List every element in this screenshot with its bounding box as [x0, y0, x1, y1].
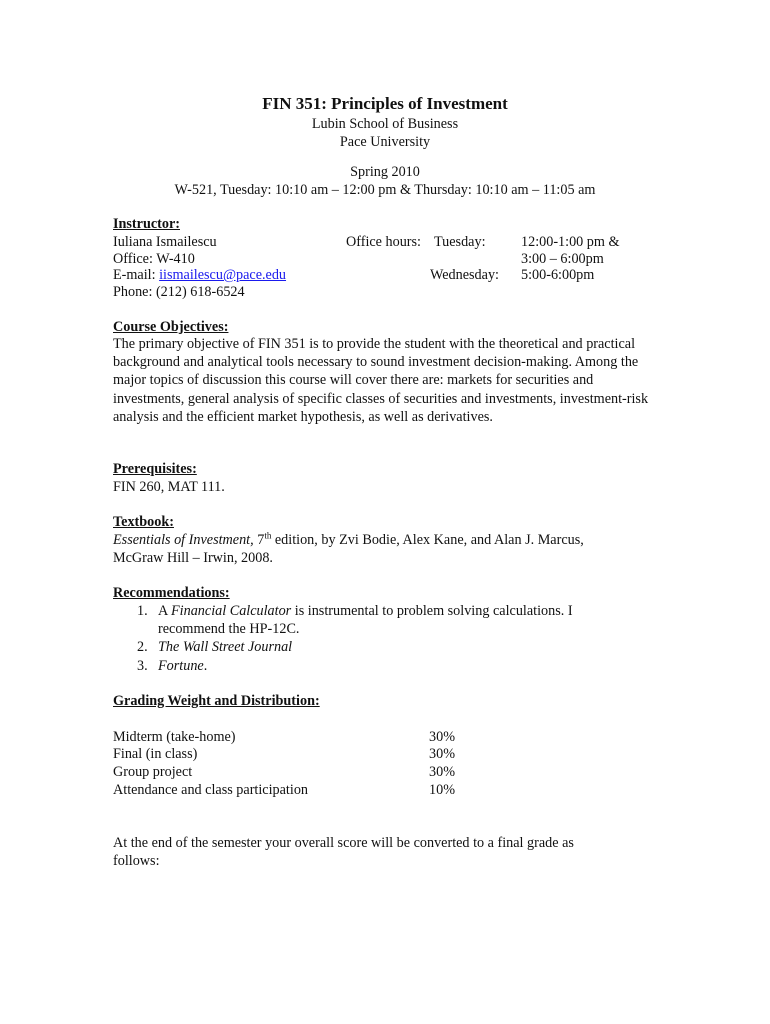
recommendation-text: .: [203, 657, 208, 674]
textbook-authors: edition, by Zvi Bodie, Alex Kane, and Alan J. Marcus,: [271, 532, 584, 548]
recommendations-list: [113, 602, 633, 675]
recommendations-heading: Recommendations:: [113, 585, 230, 601]
recommendation-text: is instrumental to problem solving calculations. I recommend the HP-12C.: [158, 603, 573, 638]
university-name: Pace University: [339, 134, 431, 150]
header-block: [0, 93, 770, 199]
recommendation-text: A: [158, 603, 172, 619]
email-label: E-mail:: [113, 267, 160, 283]
office-hours-time-3: 5:00-6:00pm: [521, 267, 595, 283]
prerequisites-heading: Prerequisites:: [113, 461, 197, 477]
list-number: 2.: [137, 639, 148, 656]
school-name: Lubin School of Business: [311, 116, 459, 132]
office-hours-time-1: 12:00-1:00 pm &: [521, 234, 620, 250]
textbook-publisher: McGraw Hill – Irwin, 2008.: [113, 550, 273, 566]
grading-row: [113, 763, 513, 781]
office-hours-label: Office hours:: [346, 234, 421, 250]
grading-heading: Grading Weight and Distribution:: [113, 693, 320, 709]
recommendation-emphasis: The Wall Street Journal: [158, 639, 293, 656]
objectives-heading: Course Objectives:: [113, 319, 229, 335]
course-title: FIN 351: Principles of Investment: [262, 94, 508, 113]
office-hours-time-2: 3:00 – 6:00pm: [521, 251, 604, 267]
recommendation-item: [113, 638, 633, 656]
grading-weight: 30%: [429, 746, 456, 762]
list-number: 3.: [137, 657, 148, 674]
grading-component: Attendance and class participation: [113, 782, 309, 798]
term: Spring 2010: [350, 164, 420, 180]
grading-component: Group project: [113, 764, 193, 780]
office-hours-day-tuesday: Tuesday:: [434, 234, 486, 250]
recommendation-item: [113, 657, 633, 675]
grading-weight: 10%: [429, 782, 456, 798]
objectives-text: The primary objective of FIN 351 is to provide the student with the theoretical and practical background and analytical tools necessary to sound investment decision-making. Among the major topics of discussion this course will cover there are: markets for securities and investments, general analysis of specific classes of securities and investments, investment-risk analysis and the efficient market hypothesis, as well as derivatives.: [113, 336, 649, 425]
grading-component: Final (in class): [113, 746, 198, 762]
grading-weight: 30%: [429, 764, 456, 780]
instructor-name: Iuliana Ismailescu: [113, 234, 217, 250]
instructor-email: [113, 266, 286, 284]
textbook-edition-suffix: th: [264, 530, 272, 541]
class-schedule: W-521, Tuesday: 10:10 am – 12:00 pm & Thursday: 10:10 am – 11:05 am: [174, 182, 596, 198]
recommendation-emphasis: Financial Calculator: [171, 603, 292, 619]
recommendation-emphasis: Fortune: [158, 657, 204, 674]
prerequisites-text: FIN 260, MAT 111.: [113, 479, 225, 495]
grading-weight: 30%: [429, 729, 456, 745]
email-link[interactable]: iismailescu@pace.edu: [159, 267, 287, 283]
instructor-phone: Phone: (212) 618-6524: [113, 284, 245, 300]
office-hours-day-wednesday: Wednesday:: [430, 267, 499, 283]
grade-conversion-note: At the end of the semester your overall score will be converted to a final grade as follows:: [113, 835, 574, 870]
list-number: 1.: [137, 603, 148, 619]
textbook-title: Essentials of Investment,: [113, 532, 254, 548]
recommendation-item: [113, 602, 633, 638]
instructor-office: Office: W-410: [113, 251, 195, 267]
instructor-heading: Instructor:: [113, 216, 180, 232]
textbook-citation: [113, 531, 584, 549]
grading-row: [113, 781, 513, 799]
textbook-heading: Textbook:: [113, 514, 174, 530]
textbook-edition: 7: [253, 532, 265, 548]
grading-row: [113, 745, 513, 763]
grading-row: [113, 728, 513, 746]
grading-component: Midterm (take-home): [113, 729, 236, 745]
